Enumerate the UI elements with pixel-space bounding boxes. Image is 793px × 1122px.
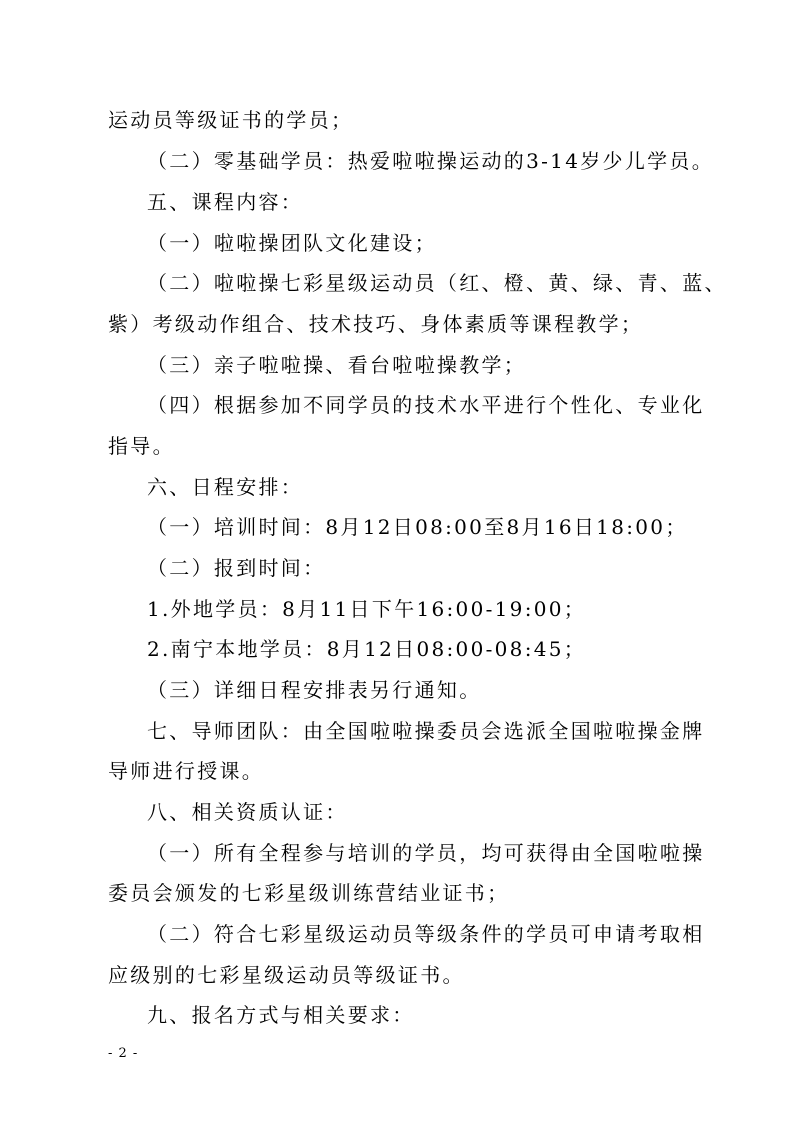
- paragraph-line: （二）啦啦操七彩星级运动员（红、橙、黄、绿、青、蓝、: [147, 271, 727, 295]
- paragraph-line: 导师进行授课。: [108, 759, 265, 783]
- paragraph-line: 运动员等级证书的学员；: [108, 108, 354, 132]
- paragraph-line: （三）详细日程安排表另行通知。: [147, 678, 482, 702]
- paragraph-line: （二）报到时间：: [147, 556, 326, 580]
- paragraph-line: （一）培训时间：8月12日08:00至8月16日18:00；: [147, 515, 688, 539]
- paragraph-line: （三）亲子啦啦操、看台啦啦操教学；: [147, 353, 527, 377]
- section-heading: 六、日程安排：: [147, 475, 304, 499]
- section-heading: 九、报名方式与相关要求：: [147, 1003, 415, 1027]
- paragraph-line: 指导。: [108, 434, 175, 458]
- paragraph-line: （四）根据参加不同学员的技术水平进行个性化、专业化: [147, 393, 705, 417]
- paragraph-line: （一）啦啦操团队文化建设；: [147, 231, 437, 255]
- section-heading: 五、课程内容：: [147, 190, 304, 214]
- section-heading: 八、相关资质认证：: [147, 800, 348, 824]
- paragraph-line: 应级别的七彩星级运动员等级证书。: [108, 963, 465, 987]
- paragraph-line: （一）所有全程参与培训的学员，均可获得由全国啦啦操: [147, 841, 705, 865]
- page-number: - 2 -: [108, 1046, 139, 1061]
- paragraph-line: （二）零基础学员：热爱啦啦操运动的3-14岁少儿学员。: [147, 149, 715, 173]
- paragraph-line: 1.外地学员：8月11日下午16:00-19:00；: [147, 597, 587, 621]
- paragraph-line: 2.南宁本地学员：8月12日08:00-08:45；: [147, 637, 587, 661]
- paragraph-line: 紫）考级动作组合、技术技巧、身体素质等课程教学；: [108, 312, 644, 336]
- paragraph-line: （二）符合七彩星级运动员等级条件的学员可申请考取相: [147, 922, 705, 946]
- paragraph-line: 委员会颁发的七彩星级训练营结业证书；: [108, 881, 510, 905]
- section-heading: 七、导师团队：由全国啦啦操委员会选派全国啦啦操金牌: [147, 719, 705, 743]
